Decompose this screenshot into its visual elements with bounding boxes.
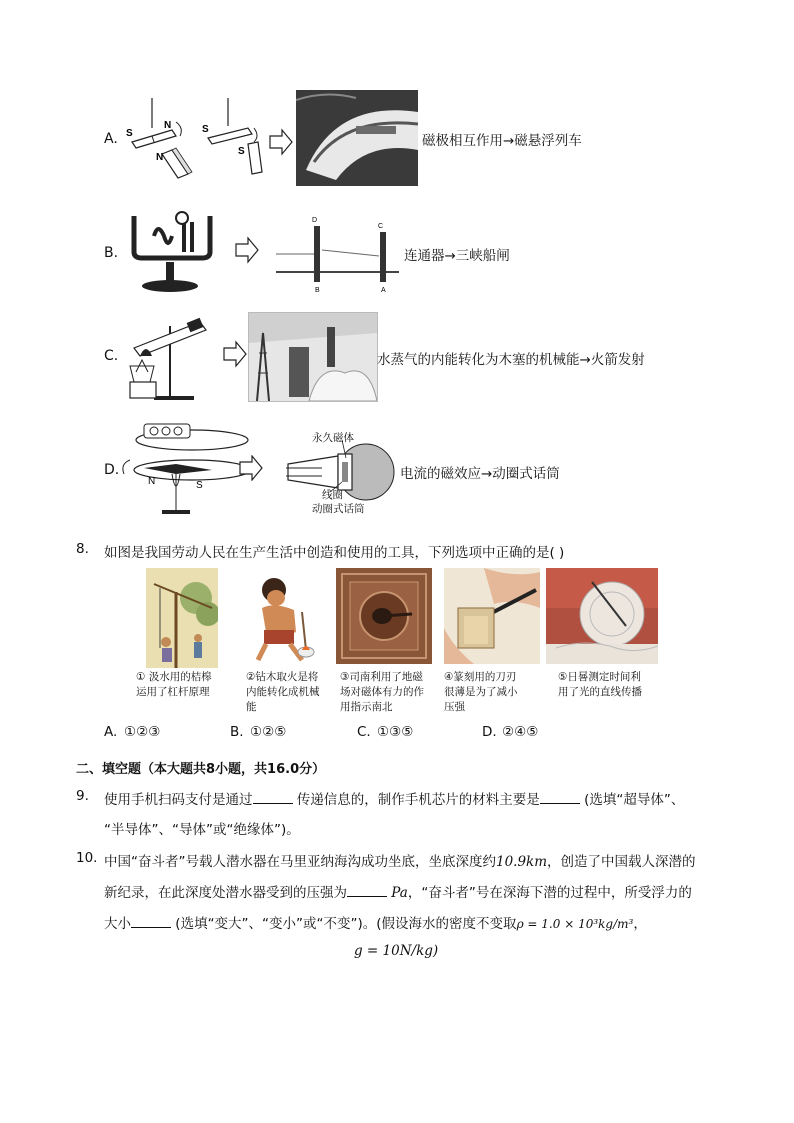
q10-text-f: (选填“变大”、“变小”或“不变”)。(假设海水的密度不变取 [175,916,517,932]
q9-text-c: (选填“超导体”、 [584,792,685,808]
maglev-train-photo [296,90,418,186]
q10-gravity: g = 10N/kg) [354,943,439,959]
option-b-letter: B. [104,245,119,261]
q9-line2: “半导体”、“导体”或“绝缘体”)。 [104,822,300,838]
q10-text-g: ， [633,916,647,932]
q9-text-a: 使用手机扫码支付是通过 [104,792,253,808]
q8-choice-c-text: ①③⑤ [377,724,414,740]
q8-choice-c-letter: C. [357,724,371,740]
q8-choice-b-letter: B. [230,724,244,740]
q10-blank-1[interactable] [347,884,387,897]
q10-text-d: ，“奋斗者”号在深海下潜的过程中，所受浮力的 [407,885,692,901]
rocket-launch-photo [248,312,378,402]
option-c-letter: C. [104,348,119,364]
option-d-letter: D. [104,462,120,478]
section-title: 二、填空题（本大题共8小题，共16.0分） [76,762,326,777]
q9-blank-1[interactable] [253,791,293,804]
q8-stem: 如图是我国劳动人民在生产生活中创造和使用的工具，下列选项中正确的是( ) [104,545,565,561]
compass-s-label: S [196,480,203,491]
q10-text-b: ，创造了中国载人深潜的 [547,854,696,870]
option-a-letter: A. [104,131,118,147]
pole-n2-label: N [156,152,164,163]
microphone-label: 动圈式话筒 [312,503,365,515]
drill-fire-image [244,568,320,668]
gate-d-label: D [312,217,318,224]
caption-4: ④篆刻用的刀刃很薄是为了减小压强 [444,671,518,713]
pole-s2-label: S [202,124,209,135]
option-a-description: 磁极相互作用→磁悬浮列车 [422,133,582,149]
compass-sinan-image [336,568,432,664]
q8-number: 8. [76,541,89,557]
q10-unit-pa: Pa [391,885,408,901]
well-sweep-image [146,568,218,668]
seal-carving-image [444,568,540,664]
gate-b-label: B [315,287,320,294]
q10-text-a: 中国“奋斗者”号载人潜水器在马里亚纳海沟成功坐底，坐底深度约 [104,854,496,870]
q10-line1 [104,850,696,870]
q10-line3 [104,912,647,932]
pole-s-label: S [126,128,133,139]
caption-5: ⑤日晷测定时间利用了光的直线传播 [558,671,642,698]
gate-a-label: A [381,287,386,294]
compass-n-label: N [148,476,156,487]
q9-line1 [104,788,684,808]
q9-number: 9. [76,788,89,804]
gate-c-label: C [378,223,384,230]
pole-n-label: N [164,120,172,131]
arrow-d [238,455,274,481]
caption-1: ① 汲水用的桔槔运用了杠杆原理 [136,671,212,698]
steam-test-tube-figure [124,312,248,404]
option-d-description: 电流的磁效应→动圈式话筒 [400,466,560,482]
caption-2: ②钻木取火是将内能转化成机械能 [246,671,320,713]
coil-label: 线圈 [322,489,343,501]
connected-vessels-figure [124,206,404,296]
q10-blank-2[interactable] [131,915,171,928]
q8-choice-b-text: ①②⑤ [250,724,287,740]
option-c-description: 水蒸气的内能转化为木塞的机械能→火箭发射 [377,352,645,368]
option-b-description: 连通器→三峡船闸 [404,248,510,264]
q9-blank-2[interactable] [540,791,580,804]
q8-choice-d-letter: D. [482,724,497,740]
q10-line2 [104,881,692,901]
q8-choice-a-letter: A. [104,724,118,740]
caption-3: ③司南利用了地磁场对磁体有力的作用指示南北 [340,671,424,713]
pole-s3-label: S [238,146,245,157]
q9-text-b: 传递信息的，制作手机芯片的材料主要是 [296,792,540,808]
q10-text-c: 新纪录，在此深度处潜水器受到的压强为 [104,885,347,901]
q10-text-e: 大小 [104,916,131,932]
q8-choice-a-text: ①②③ [124,724,161,740]
q10-number: 10. [76,850,98,866]
q10-depth: 10.9km [496,854,548,870]
permanent-magnet-label: 永久磁体 [312,432,354,444]
sundial-image [546,568,658,664]
q8-choice-d-text: ②④⑤ [502,724,539,740]
q10-density: ρ = 1.0 × 10³kg/m³ [516,917,634,931]
